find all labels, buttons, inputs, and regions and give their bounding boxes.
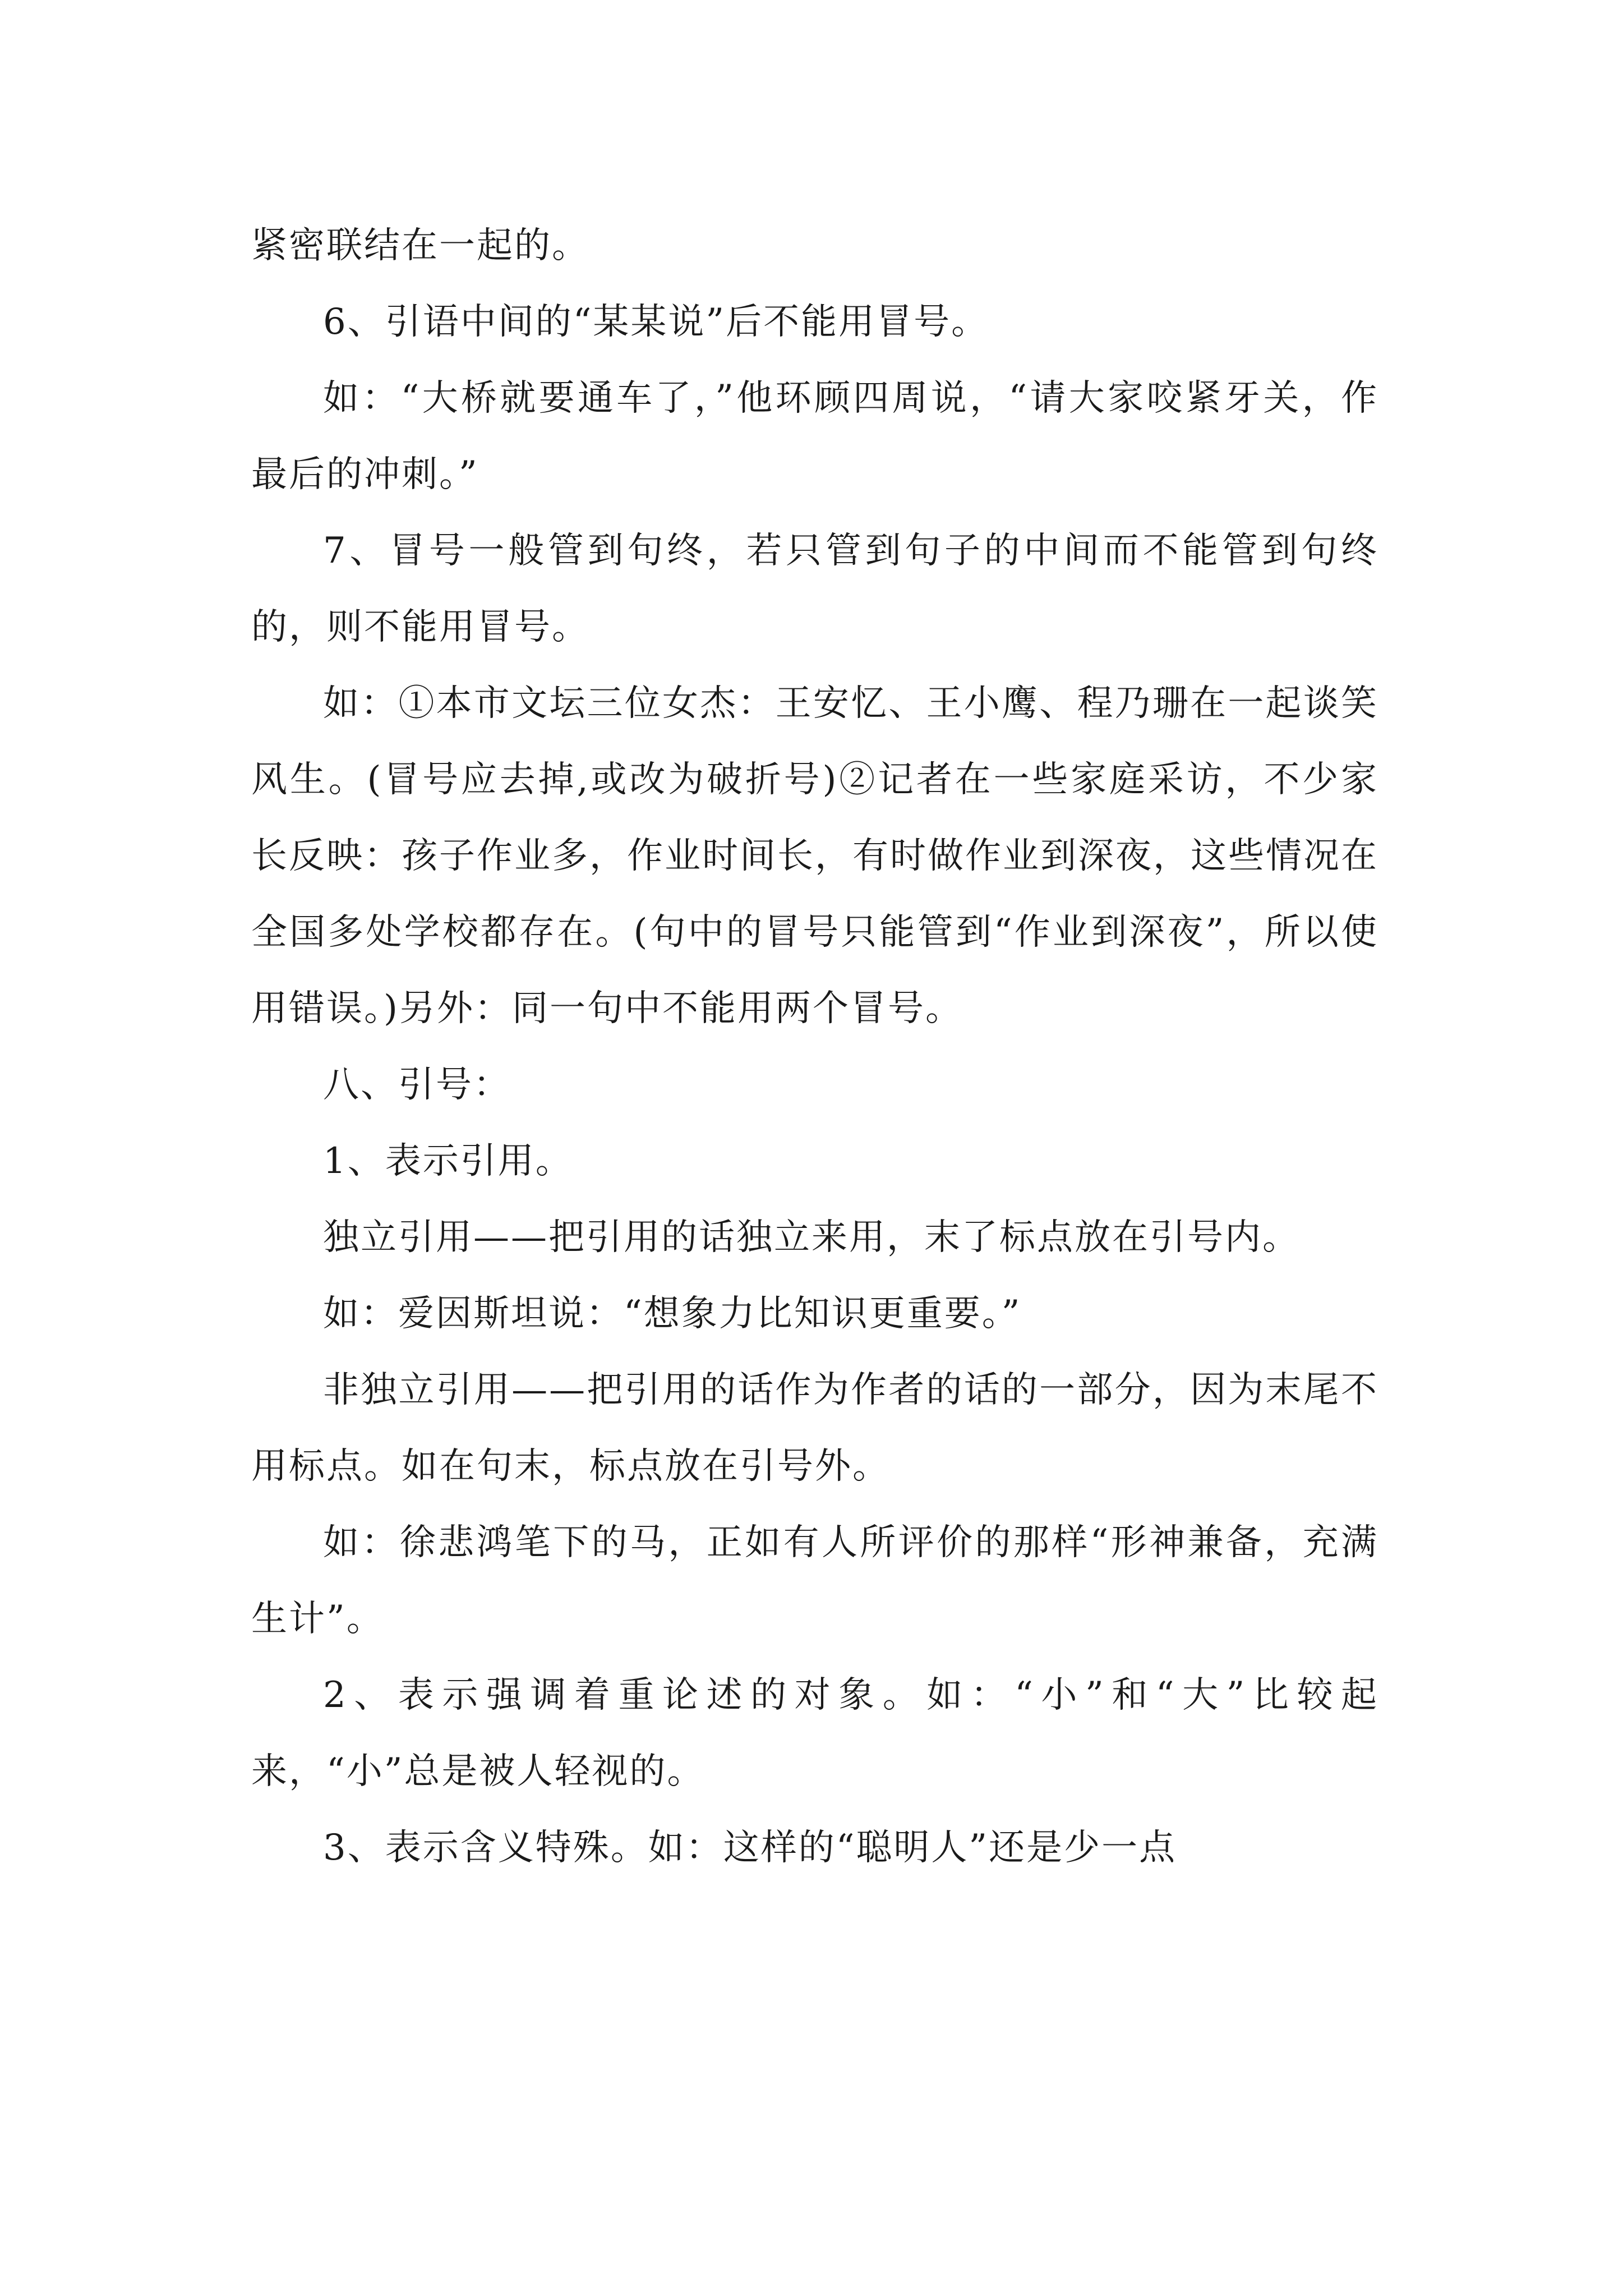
document-body (251, 208, 1378, 1886)
paragraph: 如：徐悲鸿笔下的马，正如有人所评价的那样“形神兼备，充满生计”。 (251, 1522, 1378, 1640)
paragraph: 独立引用——把引用的话独立来用，末了标点放在引号内。 (323, 1217, 1300, 1258)
paragraph: 非独立引用——把引用的话作为作者的话的一部分，因为末尾不用标点。如在句末，标点放在引号外。 (251, 1369, 1378, 1487)
paragraph: 1、表示引用。 (323, 1140, 573, 1182)
paragraph: 如：爱因斯坦说：“想象力比知识更重要。” (323, 1293, 1022, 1335)
paragraph: 3、表示含义特殊。如：这样的“聪明人”还是少一点 (323, 1827, 1177, 1869)
paragraph: 2、表示强调着重论述的对象。如：“小”和“大”比较起来，“小”总是被人轻视的。 (251, 1674, 1378, 1792)
paragraph: 如：①本市文坛三位女杰：王安忆、王小鹰、程乃珊在一起谈笑风生。(冒号应去掉,或改为破折号)②记者在一些家庭采访，不少家长反映：孩子作业多，作业时间长，有时做作业到深夜，这些情况在全国多处学校都存在。(句中的冒号只能管到“作业到深夜”，所以使用错误。)另外：同一句中不能用两个冒号。 (251, 683, 1378, 1029)
section-heading: 八、引号： (323, 1064, 511, 1106)
paragraph: 紧密联结在一起的。 (251, 225, 589, 266)
paragraph: 7、冒号一般管到句终，若只管到句子的中间而不能管到句终的，则不能用冒号。 (251, 530, 1378, 648)
paragraph: 6、引语中间的“某某说”后不能用冒号。 (323, 301, 989, 343)
paragraph: 如：“大桥就要通车了，”他环顾四周说，“请大家咬紧牙关，作最后的冲刺。” (251, 378, 1378, 495)
